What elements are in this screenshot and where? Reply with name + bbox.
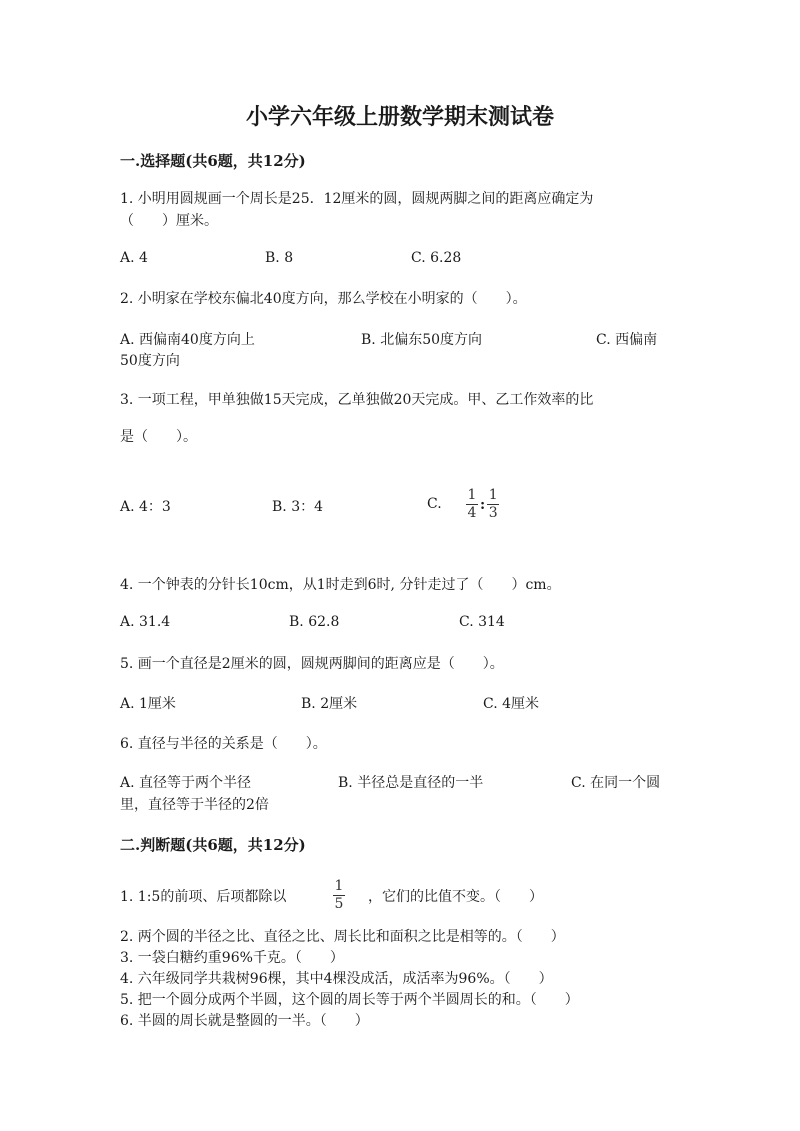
question-5-option-a: A. 1厘米 [120, 696, 176, 712]
ratio-colon: : [480, 496, 486, 513]
question-3-option-c: C. [427, 496, 442, 512]
fraction-denominator: 3 [488, 505, 498, 521]
judgment-1-text: 1. 1:5的前项、后项都除以 [120, 889, 287, 905]
question-6-text: 6. 直径与半径的关系是（ ）。 [120, 736, 327, 752]
question-2-option-c-cont: 50度方向 [120, 353, 180, 369]
question-6-option-c-cont: 里，直径等于半径的2倍 [120, 797, 269, 813]
question-1-text-cont: （ ）厘米。 [120, 213, 218, 229]
question-1-option-a: A. 4 [120, 250, 148, 266]
question-3-option-a: A. 4：3 [120, 499, 171, 515]
question-2-option-c: C. 西偏南 [596, 332, 658, 348]
judgment-4-text: 4. 六年级同学共栽树96棵，其中4棵没成活，成活率为96%。（ ） [120, 971, 553, 987]
question-6-option-a: A. 直径等于两个半径 [120, 775, 252, 791]
fraction-numerator: 1 [334, 878, 344, 894]
question-1-text: 1. 小明用圆规画一个周长是25．12厘米的圆，圆规两脚之间的距离应确定为 [120, 191, 594, 207]
question-6-option-b: B. 半径总是直径的一半 [338, 775, 484, 791]
question-5-text: 5. 画一个直径是2厘米的圆，圆规两脚间的距离应是（ ）。 [120, 656, 504, 672]
judgment-2-text: 2. 两个圆的半径之比、直径之比、周长比和面积之比是相等的。（ ） [120, 929, 565, 945]
fraction-one-quarter [466, 488, 478, 521]
question-5-option-b: B. 2厘米 [301, 696, 358, 712]
question-4-option-c: C. 314 [459, 614, 505, 630]
fraction-numerator: 1 [467, 487, 477, 503]
ratio-expression [466, 488, 499, 521]
judgment-1-text-cont: ，它们的比值不变。（ ） [368, 889, 543, 905]
question-1-option-c: C. 6.28 [411, 250, 462, 266]
question-4-option-b: B. 62.8 [289, 614, 340, 630]
question-4-option-a: A. 31.4 [120, 614, 171, 630]
question-6-option-c: C. 在同一个圆 [571, 775, 661, 791]
question-3-text: 3. 一项工程，甲单独做15天完成，乙单独做20天完成。甲、乙工作效率的比 [120, 392, 594, 408]
section-heading-judgment: 二.判断题(共6题，共12分) [120, 836, 306, 854]
fraction-numerator: 1 [488, 487, 498, 503]
question-1-option-b: B. 8 [265, 250, 294, 266]
judgment-5-text: 5. 把一个圆分成两个半圆，这个圆的周长等于两个半圆周长的和。（ ） [120, 992, 579, 1008]
judgment-3-text: 3. 一袋白糖约重96%千克。（ ） [120, 950, 344, 966]
page-title: 小学六年级上册数学期末测试卷 [245, 104, 554, 130]
question-3-option-b: B. 3：4 [272, 499, 324, 515]
question-2-option-a: A. 西偏南40度方向上 [120, 332, 255, 348]
fraction-denominator: 5 [334, 896, 344, 912]
question-2-text: 2. 小明家在学校东偏北40度方向，那么学校在小明家的（ ）。 [120, 291, 527, 307]
judgment-6-text: 6. 半圆的周长就是整圆的一半。（ ） [120, 1013, 369, 1029]
question-4-text: 4. 一个钟表的分针长10cm，从1时走到6时, 分针走过了（ ）cm。 [120, 577, 561, 593]
question-3-text-cont: 是（ ）。 [120, 429, 197, 445]
fraction-denominator: 4 [467, 505, 477, 521]
question-5-option-c: C. 4厘米 [483, 696, 540, 712]
fraction-one-third [487, 488, 499, 521]
fraction-one-fifth [333, 879, 345, 912]
question-2-option-b: B. 北偏东50度方向 [361, 332, 483, 348]
section-heading-choice: 一.选择题(共6题，共12分) [120, 152, 306, 170]
